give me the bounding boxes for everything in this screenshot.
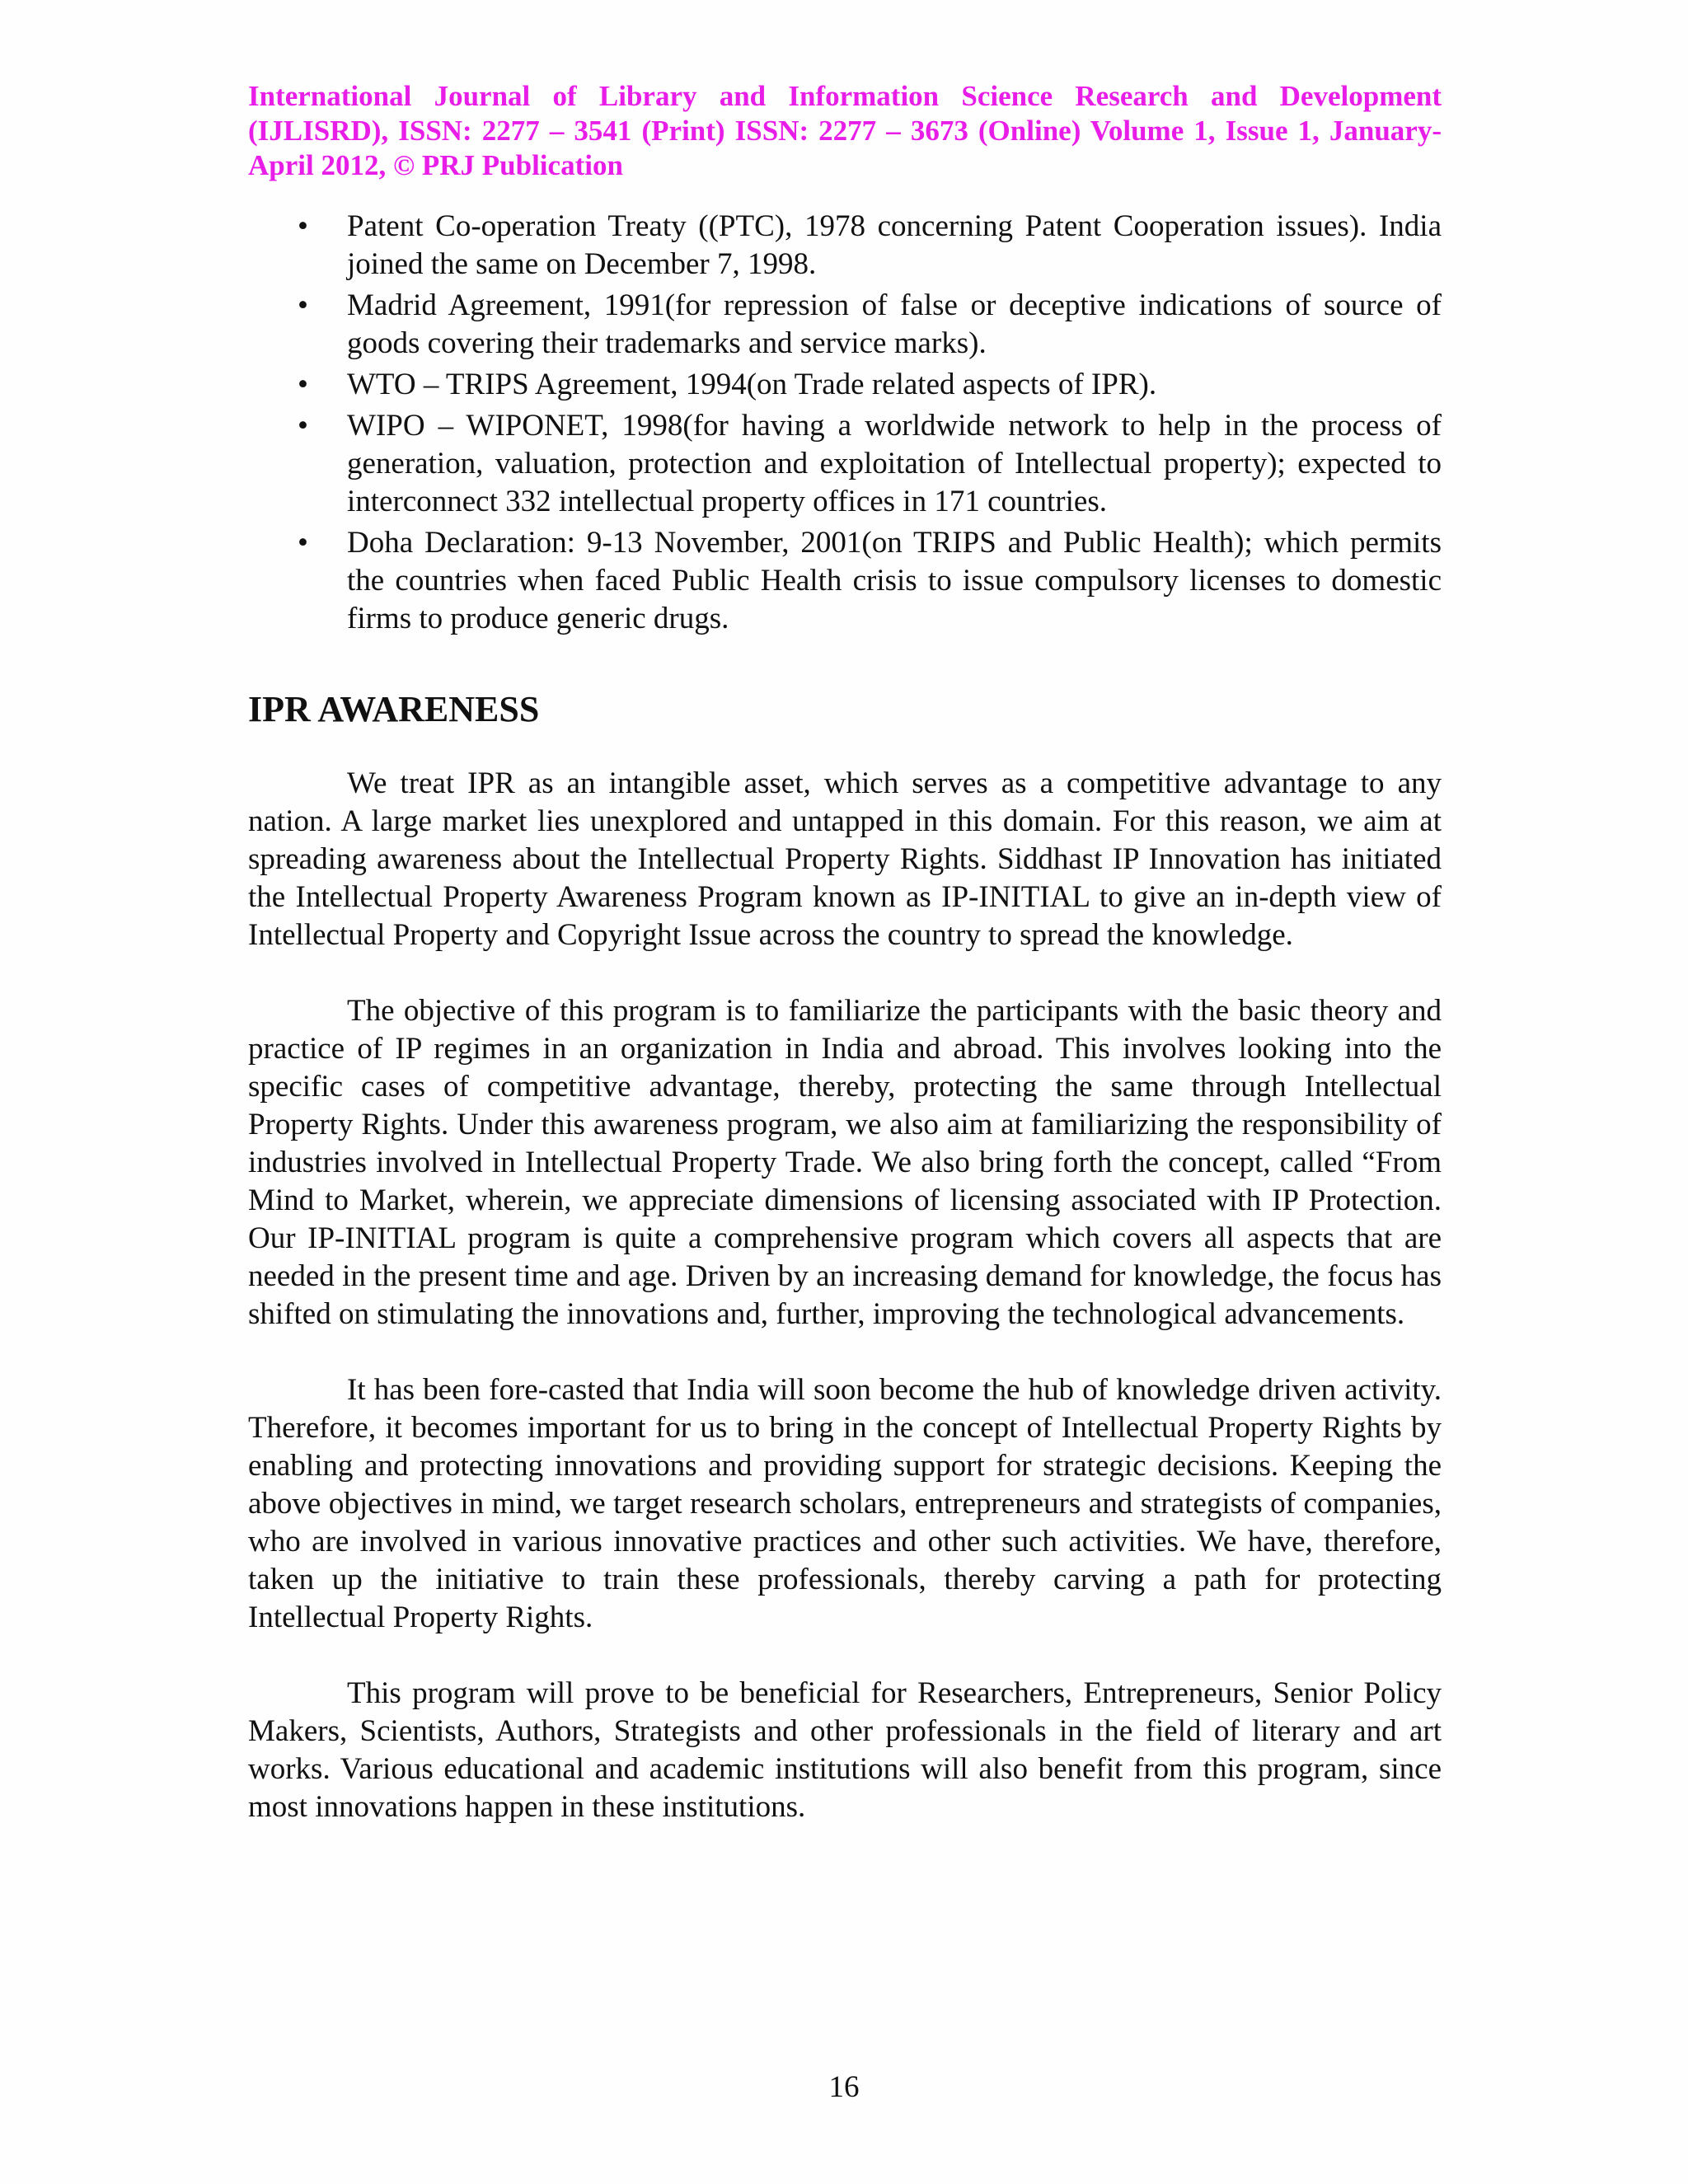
body-paragraph: This program will prove to be beneficial for Researchers, Entrepreneurs, Senior Policy Makers, Scientists, Authors, Strategists and other professionals in the field of literary and art works. Various educational and academic institutions will also benefit from this program, since most innovations happen in these institutions.: [248, 1676, 1442, 1824]
body-paragraph: It has been fore-casted that India will soon become the hub of knowledge driven activity. Therefore, it becomes important for us to bring in the concept of Intellectual Property Rights by enabling and protecting innovations and providing support for strategic decisions. Keeping the above objectives in mind, we target research scholars, entrepreneurs and strategists of companies, who are involved in various innovative practices and other such activities. We have, therefore, taken up the initiative to train these professionals, thereby carving a path for protecting Intellectual Property Rights.: [248, 1373, 1442, 1634]
list-item-text: Patent Co-operation Treaty ((PTC), 1978 concerning Patent Cooperation issues). India joined the same on December 7, 1998.: [347, 209, 1442, 281]
journal-header: International Journal of Library and Information Science Research and Development (IJLISRD), ISSN: 2277 – 3541 (Print) ISSN: 2277 – 3673 (Online) Volume 1, Issue 1, January- April 2012, © PRJ Publication: [248, 80, 1442, 181]
list-item-text: WTO – TRIPS Agreement, 1994(on Trade related aspects of IPR).: [347, 368, 1157, 401]
page-number: 16: [828, 2070, 860, 2104]
list-item-text: Doha Declaration: 9-13 November, 2001(on TRIPS and Public Health); which permits the countries when faced Public Health crisis to issue compulsory licenses to domestic firms to produce generic drugs.: [347, 526, 1442, 635]
list-item: [248, 366, 1442, 404]
bullet-icon: •: [298, 209, 308, 243]
list-item-text: Madrid Agreement, 1991(for repression of false or deceptive indications of source of goods covering their trademarks and service marks).: [347, 288, 1442, 360]
treaty-list: [248, 208, 1442, 638]
body-paragraph: The objective of this program is to familiarize the participants with the basic theory and practice of IP regimes in an organization in India and abroad. This involves looking into the specific cases of competitive advantage, thereby, protecting the same through Intellectual Property Rights. Under this awareness program, we also aim at familiarizing the responsibility of industries involved in Intellectual Property Trade. We also bring forth the concept, called “From Mind to Market, wherein, we appreciate dimensions of licensing associated with IP Protection. Our IP-INITIAL program is quite a comprehensive program which covers all aspects that are needed in the present time and age. Driven by an increasing demand for knowledge, the focus has shifted on stimulating the innovations and, further, improving the technological advancements.: [248, 994, 1442, 1331]
bullet-icon: •: [298, 526, 308, 560]
bullet-icon: •: [298, 368, 308, 401]
list-item-text: WIPO – WIPONET, 1998(for having a worldwide network to help in the process of generation, valuation, protection and exploitation of Intellectual property); expected to interconnect 332 intellectual property offices in 171 countries.: [347, 409, 1442, 518]
list-item: [248, 524, 1442, 638]
body-paragraph: We treat IPR as an intangible asset, which serves as a competitive advantage to any nation. A large market lies unexplored and untapped in this domain. For this reason, we aim at spreading awareness about the Intellectual Property Rights. Siddhast IP Innovation has initiated the Intellectual Property Awareness Program known as IP-INITIAL to give an in-depth view of Intellectual Property and Copyright Issue across the country to spread the knowledge.: [248, 766, 1442, 952]
list-item: [248, 208, 1442, 284]
bullet-icon: •: [298, 288, 308, 322]
bullet-icon: •: [298, 409, 308, 443]
section-heading: IPR AWARENESS: [248, 689, 540, 729]
page-content: [248, 79, 1442, 1864]
list-item: [248, 407, 1442, 521]
list-item: [248, 287, 1442, 363]
